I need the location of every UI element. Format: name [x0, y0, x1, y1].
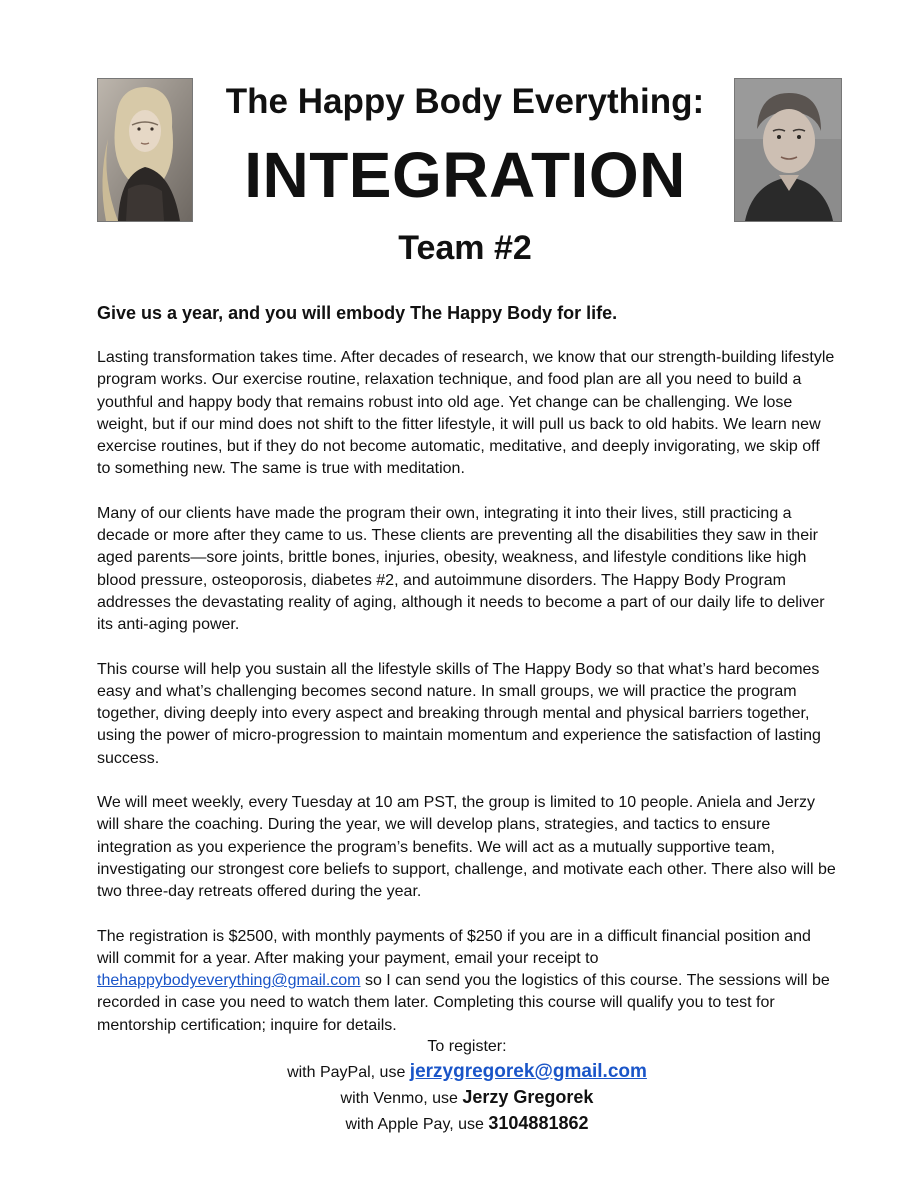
venmo-name: Jerzy Gregorek — [462, 1087, 594, 1107]
woman-portrait-photo — [97, 78, 193, 222]
man-portrait-photo — [734, 78, 842, 222]
register-applepay — [97, 1111, 837, 1137]
paragraph-registration — [97, 926, 837, 1037]
tagline: Give us a year, and you will embody The Happy Body for life. — [97, 303, 618, 323]
applepay-number: 3104881862 — [488, 1113, 589, 1133]
title-main: The Happy Body Everything: — [225, 82, 705, 121]
paragraph-schedule: We will meet weekly, every Tuesday at 10 am PST, the group is limited to 10 people. Aniela and Jerzy will share the coaching. During the year, we will develop plans, strategies, and tactics to ensure integration as you experience the program’s benefits. We will act as a mutually supportive team, investigating our strongest core beliefs to support, challenge, and motivate each other. There also will be two three-day retreats offered during the year. — [97, 794, 836, 901]
venmo-prefix: with Venmo, use — [340, 1090, 463, 1107]
title-team: Team #2 — [398, 229, 532, 267]
body-text — [97, 347, 837, 1037]
paragraph-clients: Many of our clients have made the program their own, integrating it into their lives, still practicing a decade or more after they came to us. These clients are preventing all the disabilities they saw in their aged parents—sore joints, brittle bones, injuries, obesity, weakness, and lifestyle conditions like high blood pressure, osteoporosis, diabetes #2, and autoimmune disorders. The Happy Body Program addresses the devastating reality of aging, although it needs to become a part of our daily life to deliver its anti-aging power. — [97, 504, 825, 634]
registration-text-after: so I can send you the logistics of this course. The sessions will be recorded in case you need to watch them later. Completing this course will qualify you to test for mentorship certification; inquire for details. — [97, 972, 830, 1034]
registration-text-before: The registration is $2500, with monthly payments of $250 if you are in a difficult financial position and will commit for a year. After making your payment, email your receipt to — [97, 927, 811, 967]
registration-email-link[interactable]: thehappybodyeverything@gmail.com — [97, 972, 361, 990]
paragraph-course: This course will help you sustain all the lifestyle skills of The Happy Body so that what’s hard becomes easy and what’s challenging becomes second nature. In small groups, we will practice the program together, diving deeply into every aspect and breaking through mental and physical barriers together, using the power of micro-progression to maintain momentum and experience the satisfaction of lasting success. — [97, 660, 821, 767]
register-heading: To register: — [427, 1038, 507, 1055]
paypal-prefix: with PayPal, use — [287, 1064, 410, 1081]
register-block — [97, 1034, 837, 1137]
register-paypal — [97, 1059, 837, 1085]
title-integration: INTEGRATION — [244, 139, 686, 211]
paypal-email-link[interactable]: jerzygregorek@gmail.com — [409, 1061, 647, 1082]
applepay-prefix: with Apple Pay, use — [345, 1116, 489, 1133]
paragraph-transformation: Lasting transformation takes time. After decades of research, we know that our strength-building lifestyle program works. Our exercise routine, relaxation technique, and food plan are all you need to build a youthful and happy body that remains robust into old age. Yet change can be challenging. We lose weight, but if our mind does not shift to the fitter lifestyle, it will pull us back to old habits. We learn new exercise routines, but if they do not become automatic, meditative, and deeply invigorating, we skip off to something new. The same is true with meditation. — [97, 349, 835, 478]
register-venmo — [97, 1085, 837, 1111]
